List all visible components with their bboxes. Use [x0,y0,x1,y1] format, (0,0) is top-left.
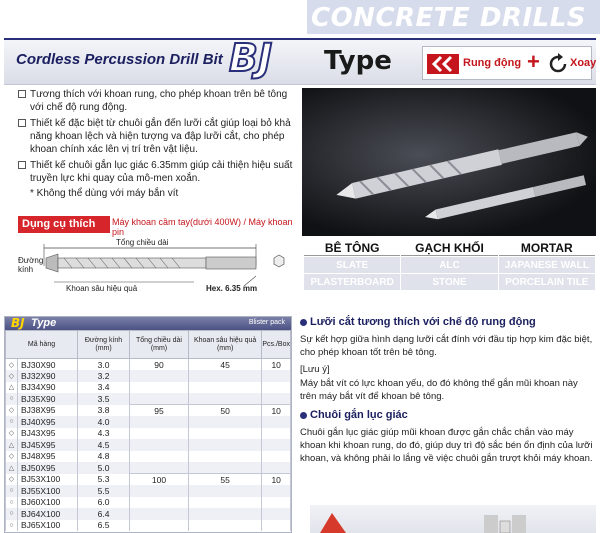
drill-bits-image [302,88,596,236]
section-title-hex-shank: Chuôi gắn lục giác [300,409,596,422]
spec-table-header [5,317,291,330]
checkbox-icon [18,119,26,127]
col-pcs-box: Pcs./Box [262,331,291,359]
row-length [130,462,189,474]
chuck-image [310,505,596,533]
row-symbol: △ [6,439,18,451]
row-depth [188,451,261,463]
row-depth [188,485,261,497]
row-pcs [262,462,291,474]
material-row [304,240,596,257]
row-model: BJ65X100 [18,520,78,532]
material-block: GẠCH KHỐI [401,240,497,256]
row-model: BJ48X95 [18,451,78,463]
feature-item: Thiết kế đặc biệt từ chuôi gắn đến lưỡi cắt giúp loại bỏ khả năng khoan lệch và hiện tượng va đập lưỡi cắt, cho phép khoan chính xác lên vị trí trên vật liệu. [18,117,300,156]
table-row [6,428,291,440]
row-diameter: 3.4 [78,382,130,394]
row-model: BJ53X100 [18,474,78,486]
col-drill-depth: Khoan sâu hiệu quả (mm) [188,331,261,359]
drill-diagram [18,236,300,300]
row-depth: 45 [188,359,261,371]
row-model: BJ38X95 [18,405,78,417]
bullet-icon [300,412,307,419]
table-row [6,416,291,428]
checkbox-icon [18,161,26,169]
row-depth [188,382,261,394]
row-diameter: 3.5 [78,393,130,405]
row-symbol: ○ [6,497,18,509]
row-length [130,370,189,382]
material-alc: ALC [401,257,497,273]
row-model: BJ34X90 [18,382,78,394]
row-length [130,451,189,463]
row-symbol: ○ [6,393,18,405]
row-symbol: ◇ [6,359,18,371]
row-model: BJ40X95 [18,416,78,428]
section-title-cutting-edge: Lưỡi cắt tương thích với chế độ rung động [300,316,596,329]
table-row [6,393,291,405]
row-pcs [262,508,291,520]
row-pcs [262,520,291,532]
category-banner [307,0,600,34]
row-model: BJ43X95 [18,428,78,440]
row-length: 100 [130,474,189,486]
table-row [6,382,291,394]
chuck-icon [310,505,596,533]
product-header [4,38,596,85]
table-row [6,474,291,486]
spec-table [4,316,292,533]
row-depth [188,508,261,520]
table-row [6,451,291,463]
row-length [130,416,189,428]
row-diameter: 6.5 [78,520,130,532]
row-pcs: 10 [262,359,291,371]
mode-vibration-label: Rung động [463,57,522,69]
application-value: Máy khoan cầm tay(dưới 400W) / Máy khoan pin [112,217,293,237]
table-row [6,405,291,417]
row-pcs [262,370,291,382]
row-length [130,382,189,394]
product-photo [302,88,596,236]
spec-grid [5,330,291,531]
row-model: BJ45X95 [18,439,78,451]
table-row [6,497,291,509]
row-diameter: 3.8 [78,405,130,417]
product-subtitle: Cordless Percussion Drill Bit [16,51,223,68]
row-depth [188,520,261,532]
row-symbol: ◇ [6,474,18,486]
table-row [6,508,291,520]
material-mortar: MORTAR [499,240,595,256]
hex-label: Hex. 6.35 mm [206,284,258,293]
col-model: Mã hàng [6,331,78,359]
drill-depth-label: Khoan sâu hiệu quả [66,284,138,293]
row-pcs [262,485,291,497]
row-model: BJ64X100 [18,508,78,520]
row-depth: 50 [188,405,261,417]
row-model: BJ30X90 [18,359,78,371]
table-row [6,462,291,474]
row-length: 90 [130,359,189,371]
category-title: CONCRETE DRILLS [311,3,586,33]
material-row [304,257,596,274]
row-diameter: 5.5 [78,485,130,497]
row-length [130,497,189,509]
row-diameter: 6.0 [78,497,130,509]
row-depth [188,462,261,474]
plus-sign: + [527,49,540,74]
feature-item: Tương thích với khoan rung, cho phép khoan trên bê tông với chế độ rung động. [18,88,300,114]
table-row [6,520,291,532]
total-length-label: Tổng chiều dài [116,238,169,247]
vibration-icon [427,54,459,74]
material-stone: STONE [401,274,497,290]
material-slate: SLATE [304,257,400,273]
row-pcs [262,382,291,394]
rotation-icon [547,53,569,75]
row-pcs [262,428,291,440]
row-model: BJ35X90 [18,393,78,405]
table-row [6,485,291,497]
row-model: BJ32X90 [18,370,78,382]
row-diameter: 4.8 [78,451,130,463]
bullet-icon [300,319,307,326]
row-symbol: ◇ [6,370,18,382]
row-diameter: 4.5 [78,439,130,451]
row-symbol: ○ [6,508,18,520]
spec-type: Type [31,317,57,329]
note-title: [Lưu ý] [300,364,330,375]
row-length [130,485,189,497]
row-symbol: ◇ [6,428,18,440]
row-depth [188,370,261,382]
table-row [6,359,291,371]
note-body: Máy bắt vít có lực khoan yếu, do đó không thể gắn mũi khoan này trên máy bắt vít để khoan bê tông. [300,378,578,402]
row-symbol: △ [6,462,18,474]
material-japanese-wall: JAPANESE WALL [499,257,595,273]
material-concrete: BÊ TÔNG [304,240,400,256]
brand-logo: BJ [229,36,273,80]
row-symbol: ○ [6,520,18,532]
row-length [130,520,189,532]
row-symbol: ◇ [6,405,18,417]
row-length [130,393,189,405]
material-porcelain-tile: PORCELAIN TILE [499,274,595,290]
row-depth: 55 [188,474,261,486]
row-model: BJ60X100 [18,497,78,509]
section-body: Chuôi gắn lục giác giúp mũi khoan được gắn chắc chắn vào máy khoan khi khoan rung, do đó, giúp duy trì độ sắc bén ổn định của lưỡi khoan, và không phải lo lắng về việc chuôi gắn trượt khỏi máy khoan. [300,427,593,464]
col-diameter: Đường kính (mm) [78,331,130,359]
row-pcs [262,439,291,451]
type-label: Type [324,46,392,76]
row-length [130,439,189,451]
row-symbol: △ [6,382,18,394]
diameter-label: Đường kính [18,256,44,274]
row-pcs: 10 [262,474,291,486]
checkbox-icon [18,90,26,98]
row-diameter: 3.0 [78,359,130,371]
row-diameter: 3.2 [78,370,130,382]
mode-rotation-label: Xoay [570,57,597,69]
spec-body [6,359,291,532]
pack-label: Blister pack [248,319,285,326]
row-diameter: 5.0 [78,462,130,474]
row-depth [188,428,261,440]
row-symbol: ○ [6,485,18,497]
table-row [6,370,291,382]
row-diameter: 4.0 [78,416,130,428]
spec-brand: BJ [11,316,25,330]
row-depth [188,497,261,509]
row-symbol: ◇ [6,451,18,463]
row-depth [188,393,261,405]
row-pcs: 10 [262,405,291,417]
row-model: BJ50X95 [18,462,78,474]
feature-list [18,88,300,199]
detail-section [300,316,596,465]
row-pcs [262,451,291,463]
row-symbol: ○ [6,416,18,428]
row-pcs [262,393,291,405]
row-diameter: 4.3 [78,428,130,440]
row-pcs [262,497,291,509]
material-grid [304,240,596,291]
mode-indicator [422,46,597,80]
table-row [6,439,291,451]
row-pcs [262,416,291,428]
row-diameter: 5.3 [78,474,130,486]
row-diameter: 6.4 [78,508,130,520]
application-label: Dụng cụ thích hợp [18,216,110,233]
col-total-length: Tổng chiều dài (mm) [130,331,189,359]
row-model: BJ55X100 [18,485,78,497]
row-length: 95 [130,405,189,417]
feature-note: * Không thể dùng với máy bắn vít [30,188,179,199]
row-length [130,508,189,520]
row-depth [188,439,261,451]
section-body: Sự kết hợp giữa hình dạng lưỡi cắt đính với đầu tip hợp kim đặc biệt, cho phép khoan tốt trên bê tông. [300,334,593,358]
feature-item: Thiết kế chuôi gắn lục giác 6.35mm giúp cải thiện hiệu suất truyền lực khi quay của mô-men xoắn. [18,159,300,185]
row-length [130,428,189,440]
material-plasterboard: PLASTERBOARD [304,274,400,290]
row-depth [188,416,261,428]
material-row [304,274,596,291]
